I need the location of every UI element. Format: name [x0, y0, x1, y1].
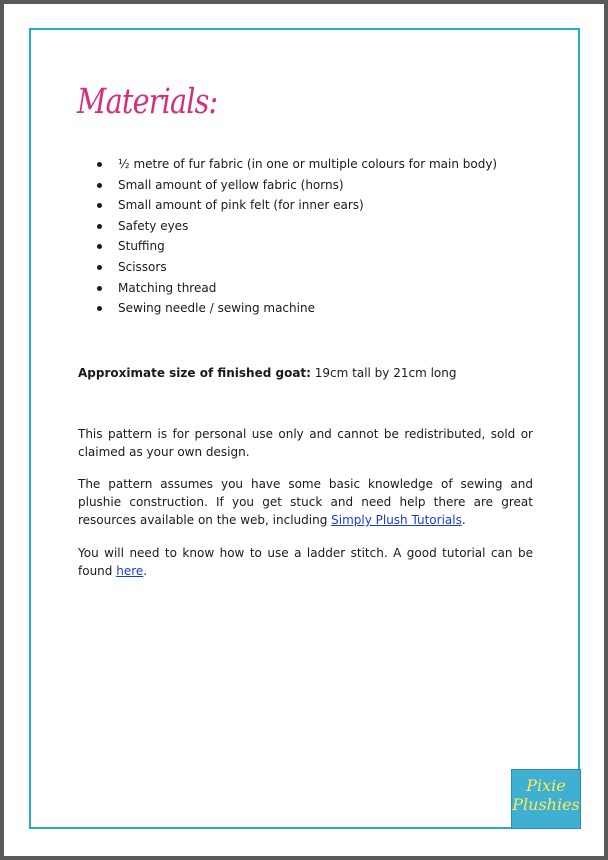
finished-size-label: Approximate size of finished goat: — [78, 366, 311, 380]
list-item: Small amount of yellow fabric (horns) — [96, 175, 497, 196]
finished-size — [78, 364, 456, 382]
materials-list — [96, 154, 497, 319]
document-page — [4, 4, 604, 856]
skills-paragraph: The pattern assumes you have some basic knowledge of sewing and plushie construction. If you get stuck and need help there are great resources available on the web, including Simply Plush Tutorials. — [78, 477, 533, 527]
bullet-icon — [97, 265, 102, 270]
bullet-icon — [97, 224, 102, 229]
list-item: Small amount of pink felt (for inner ears) — [96, 195, 497, 216]
ladder-stitch-paragraph: You will need to know how to use a ladder stitch. A good tutorial can be found here. — [78, 546, 533, 578]
bullet-icon — [97, 306, 102, 311]
list-item: Stuffing — [96, 236, 497, 257]
usage-paragraph: This pattern is for personal use only and cannot be redistributed, sold or claimed as your own design. — [78, 427, 533, 459]
finished-size-value: 19cm tall by 21cm long — [310, 366, 457, 380]
simply-plush-tutorials-link[interactable]: Simply Plush Tutorials — [331, 513, 462, 527]
list-item: Scissors — [96, 257, 497, 278]
list-item: ½ metre of fur fabric (in one or multiple colours for main body) — [96, 154, 497, 175]
bullet-icon — [97, 244, 102, 249]
ladder-stitch-tutorial-link[interactable]: here — [116, 564, 144, 578]
bullet-icon — [97, 286, 102, 291]
pixie-plushies-logo — [511, 769, 581, 829]
logo-line-2: Plushies — [512, 795, 580, 814]
bullet-icon — [97, 162, 102, 167]
bullet-icon — [97, 183, 102, 188]
bullet-icon — [97, 203, 102, 208]
list-item: Safety eyes — [96, 216, 497, 237]
list-item: Matching thread — [96, 278, 497, 299]
logo-line-1: Pixie — [526, 776, 566, 795]
list-item: Sewing needle / sewing machine — [96, 298, 497, 319]
materials-heading: Materials: — [77, 82, 218, 122]
